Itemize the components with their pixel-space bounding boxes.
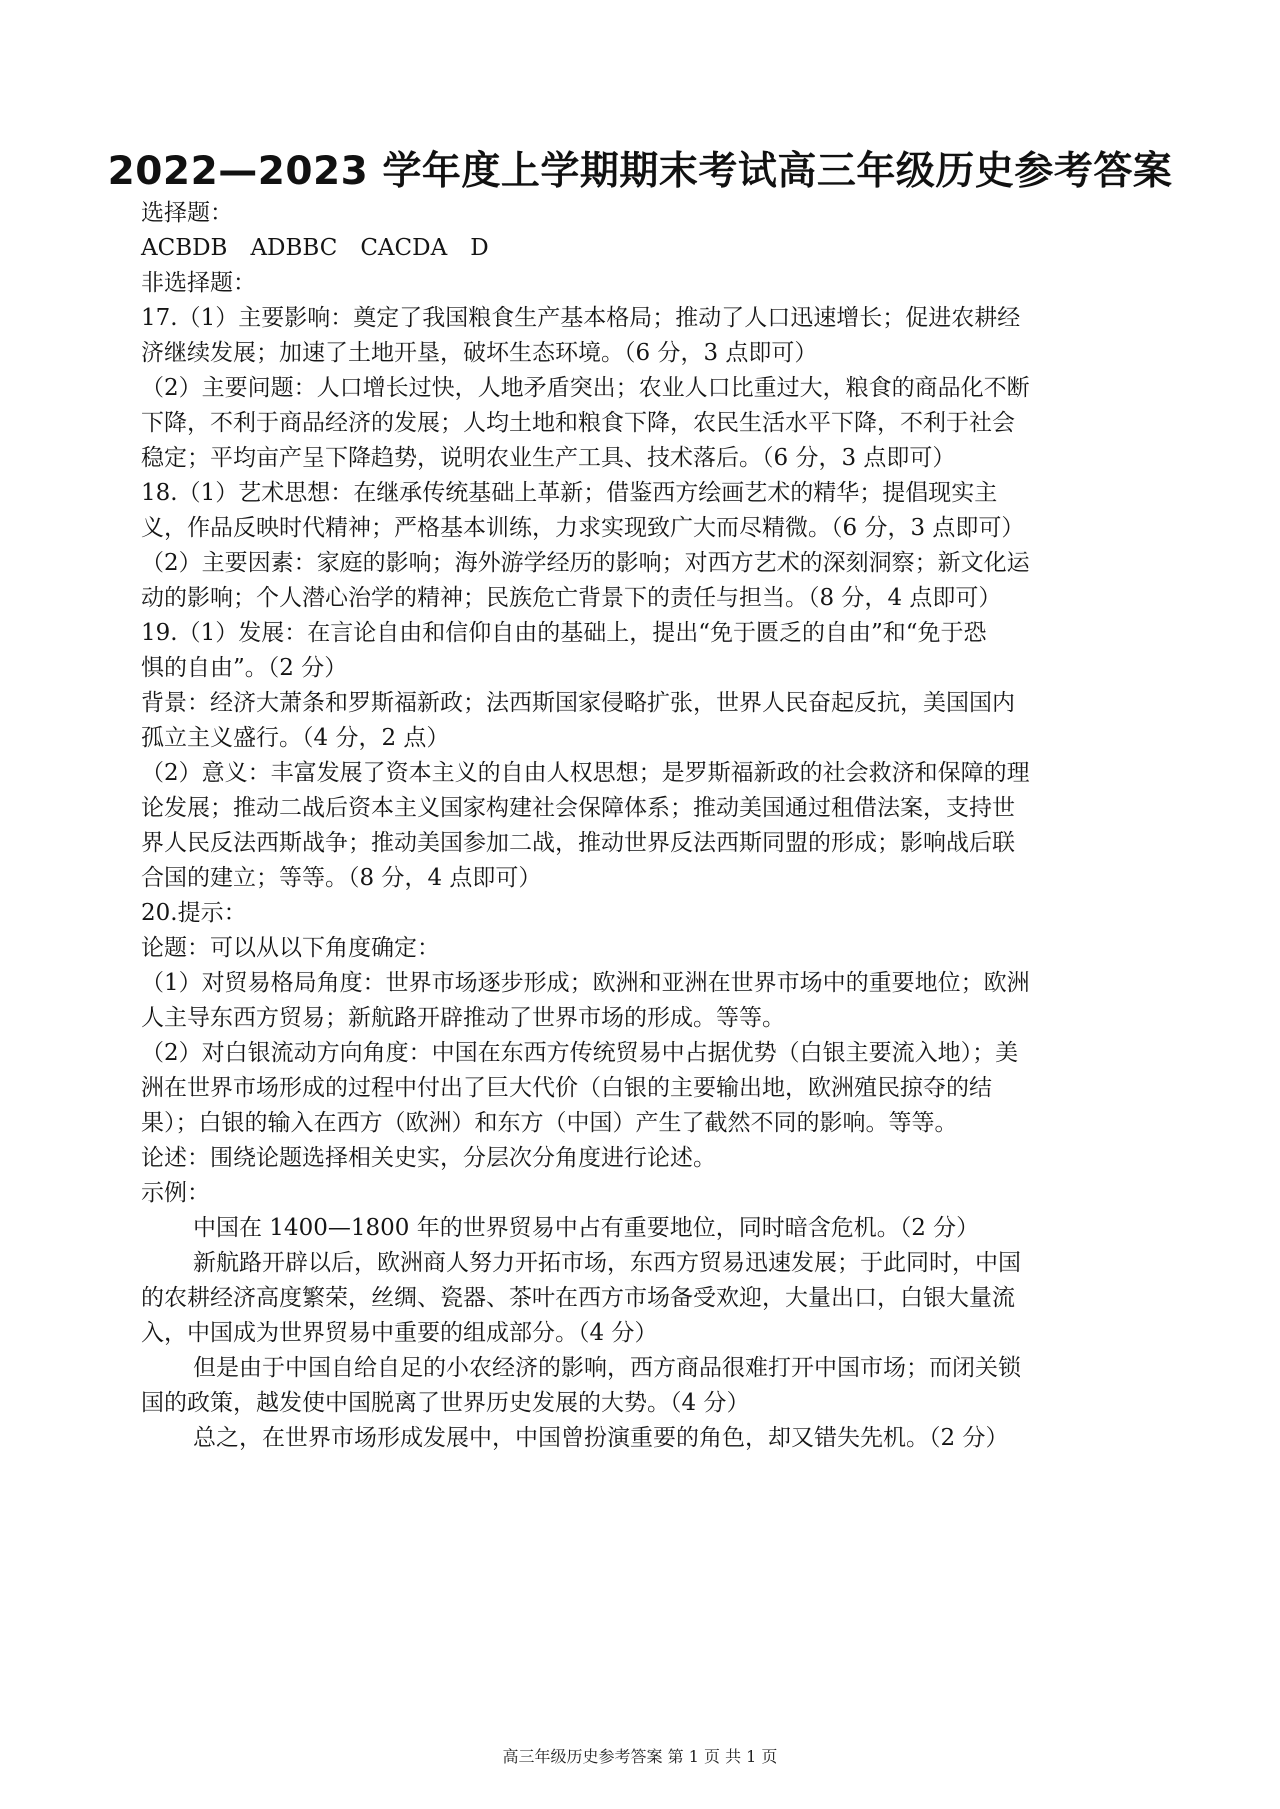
text-line: 济继续发展；加速了土地开垦，破坏生态环境。（6 分，3 点即可） xyxy=(141,340,818,366)
text-line: 19.（1）发展：在言论自由和信仰自由的基础上，提出“免于匮乏的自由”和“免于恐 xyxy=(141,620,987,646)
example-line: 总之，在世界市场形成发展中，中国曾扮演重要的角色，却又错失先机。（2 分） xyxy=(193,1425,1009,1451)
example-line: 新航路开辟以后，欧洲商人努力开拓市场，东西方贸易迅速发展；于此同时，中国 xyxy=(193,1250,1021,1276)
text-line: 合国的建立；等等。（8 分，4 点即可） xyxy=(141,865,542,891)
text-line: 18.（1）艺术思想：在继承传统基础上革新；借鉴西方绘画艺术的精华；提倡现实主 xyxy=(141,480,998,506)
example-line: 的农耕经济高度繁荣，丝绸、瓷器、茶叶在西方市场备受欢迎，大量出口，白银大量流 xyxy=(141,1285,1015,1311)
text-line: 非选择题： xyxy=(141,270,256,296)
text-line: （2）对白银流动方向角度：中国在东西方传统贸易中占据优势（白银主要流入地）；美 xyxy=(141,1040,1019,1066)
text-line: 人主导东西方贸易；新航路开辟推动了世界市场的形成。等等。 xyxy=(141,1005,785,1031)
text-line: 论题：可以从以下角度确定： xyxy=(141,935,440,961)
answer-body xyxy=(141,196,1151,1456)
text-line: 选择题： xyxy=(141,200,233,226)
text-line: 论述：围绕论题选择相关史实，分层次分角度进行论述。 xyxy=(141,1145,716,1171)
example-line: 国的政策，越发使中国脱离了世界历史发展的大势。（4 分） xyxy=(141,1390,750,1416)
text-line: 义，作品反映时代精神；严格基本训练，力求实现致广大而尽精微。（6 分，3 点即可） xyxy=(141,515,1025,541)
text-line: 稳定；平均亩产呈下降趋势，说明农业生产工具、技术落后。（6 分，3 点即可） xyxy=(141,445,956,471)
example-line: 入，中国成为世界贸易中重要的组成部分。（4 分） xyxy=(141,1320,658,1346)
text-line: （1）对贸易格局角度：世界市场逐步形成；欧洲和亚洲在世界市场中的重要地位；欧洲 xyxy=(141,970,1030,996)
page-footer: 高三年级历史参考答案 第 1 页 共 1 页 xyxy=(502,1747,778,1766)
text-line: ACBDB ADBBC CACDA D xyxy=(141,235,489,261)
text-line: （2）主要问题：人口增长过快，人地矛盾突出；农业人口比重过大，粮食的商品化不断 xyxy=(141,375,1030,401)
text-line: 惧的自由”。（2 分） xyxy=(141,655,348,681)
text-line: 17.（1）主要影响：奠定了我国粮食生产基本格局；推动了人口迅速增长；促进农耕经 xyxy=(141,305,1021,331)
text-line: （2）主要因素：家庭的影响；海外游学经历的影响；对西方艺术的深刻洞察；新文化运 xyxy=(141,550,1030,576)
text-line: 论发展；推动二战后资本主义国家构建社会保障体系；推动美国通过租借法案，支持世 xyxy=(141,795,1015,821)
text-line: 界人民反法西斯战争；推动美国参加二战，推动世界反法西斯同盟的形成；影响战后联 xyxy=(141,830,1015,856)
text-line: 下降，不利于商品经济的发展；人均土地和粮食下降，农民生活水平下降，不利于社会 xyxy=(141,410,1015,436)
example-line: 但是由于中国自给自足的小农经济的影响，西方商品很难打开中国市场；而闭关锁 xyxy=(193,1355,1021,1381)
text-line: 孤立主义盛行。（4 分，2 点） xyxy=(141,725,450,751)
text-line: 示例： xyxy=(141,1180,210,1206)
text-line: 20.提示： xyxy=(141,900,247,926)
text-line: 背景：经济大萧条和罗斯福新政；法西斯国家侵略扩张，世界人民奋起反抗，美国国内 xyxy=(141,690,1015,716)
document-title: 2022—2023 学年度上学期期末考试高三年级历史参考答案 xyxy=(107,149,1173,194)
text-line: 洲在世界市场形成的过程中付出了巨大代价（白银的主要输出地，欧洲殖民掠夺的结 xyxy=(141,1075,992,1101)
text-line: 动的影响；个人潜心治学的精神；民族危亡背景下的责任与担当。（8 分，4 点即可） xyxy=(141,585,1002,611)
text-line: 果）；白银的输入在西方（欧洲）和东方（中国）产生了截然不同的影响。等等。 xyxy=(141,1110,958,1136)
example-line: 中国在 1400—1800 年的世界贸易中占有重要地位，同时暗含危机。（2 分） xyxy=(193,1215,980,1241)
text-line: （2）意义：丰富发展了资本主义的自由人权思想；是罗斯福新政的社会救济和保障的理 xyxy=(141,760,1030,786)
